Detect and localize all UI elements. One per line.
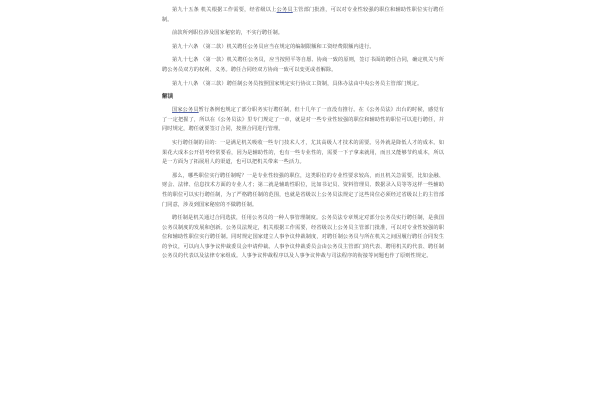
interpretation-para-2: 实行聘任制的目的：一是满足机关吸收一些专门技术人才，尤其高级人才技术的需要。另外就是降低人才的成本。如果花大成本公开招考经常要看，因为是辅助性的，也有一些专业性的，需要一下子拿来就用，而且又能够节约成本，所以是一方面为了拓展用人的渠道，也可以把机关带来一些活力。	[162, 139, 444, 166]
secret-positions-para: 前款所列职位涉及国家秘密的，不实行聘任制。	[172, 30, 284, 37]
interpretation-para-1: 国家公务员暂行条例也规定了部分职务实行聘任制，但十几年了一直没有推行。在《公务员法》出台的时候，感觉有了一定把握了，所以在《公务员法》里专门规定了一章，就是对一些专业性较强的职位和辅助性的职位可以进行聘任，并同时规定，聘任就要签订合同，按照合同进行管理。	[162, 107, 444, 133]
interpretation-para-3: 那么，哪些职位实行聘任制呢？一是专业性较强的职位，这类职位的专业性要求较高，而且机关急需要，比如金融、财会、法律、信息技术方面的专业人才；第二就是辅助性职位，比如书记员、资料管理员、数据录入员等等这样一些辅助性的职位可以实行聘任制，为了严格聘任制的范围，也就是省级以上公务员法规定了这些岗位必须经过省级以上的主管部门同意，涉及到国家秘密的不做聘任制。	[162, 172, 444, 208]
document-body	[162, 6, 444, 266]
article-98-para: 第九十八条 （第三款）聘任制公务员按照国家规定实行协议工资制，具体办法由中央公务员主管部门规定。	[172, 80, 423, 87]
article-95-para: 第九十五条 机关根据工作需要，经省级以上公务员主管部门批准，可以对专业性较强的职位和辅助性职位实行聘任制。	[162, 7, 444, 23]
section-heading: 解读	[162, 94, 174, 101]
civil-servant-link[interactable]: 公务员	[276, 7, 293, 13]
article-97-para: 第九十七条 （第一款）机关聘任公务员，应当按照平等自愿、协商一致的原则，签订书面的聘任合同，确定机关与所聘公务员双方的权利、义务。聘任合同经双方协商一致可以变更或者解除。	[162, 57, 444, 73]
article-96-para: 第九十六条 （第二款）机关聘任公务员应当在规定的编制限额和工资经费限额内进行。	[172, 43, 375, 50]
interpretation-para-4: 聘任制是机关通过合同选拔，任用公务员的一种人事管理制度。公务员法专章规定对部分公务员实行聘任制，是我国公务员制度的发展和创新。公务员法规定，机关根据工作需要，经省级以上公务员主管部门批准，可以对专业性较强的职位和辅助性职位实行聘任制。同时规定国家建立人事争议仲裁制度，对聘任制公务员与所在机关之间因履行聘任合同发生的争议，可以向人事争议仲裁委员会申请仲裁。人事争议仲裁委员会由公务员主管部门的代表、聘用机关的代表、聘任制公务员的代表以及法律专家组成。人事争议仲裁程序以及人事争议仲裁与司法程序的衔接等问题也作了原则性规定。	[162, 215, 444, 260]
national-civil-servant-link[interactable]: 国家公务员	[172, 107, 199, 114]
